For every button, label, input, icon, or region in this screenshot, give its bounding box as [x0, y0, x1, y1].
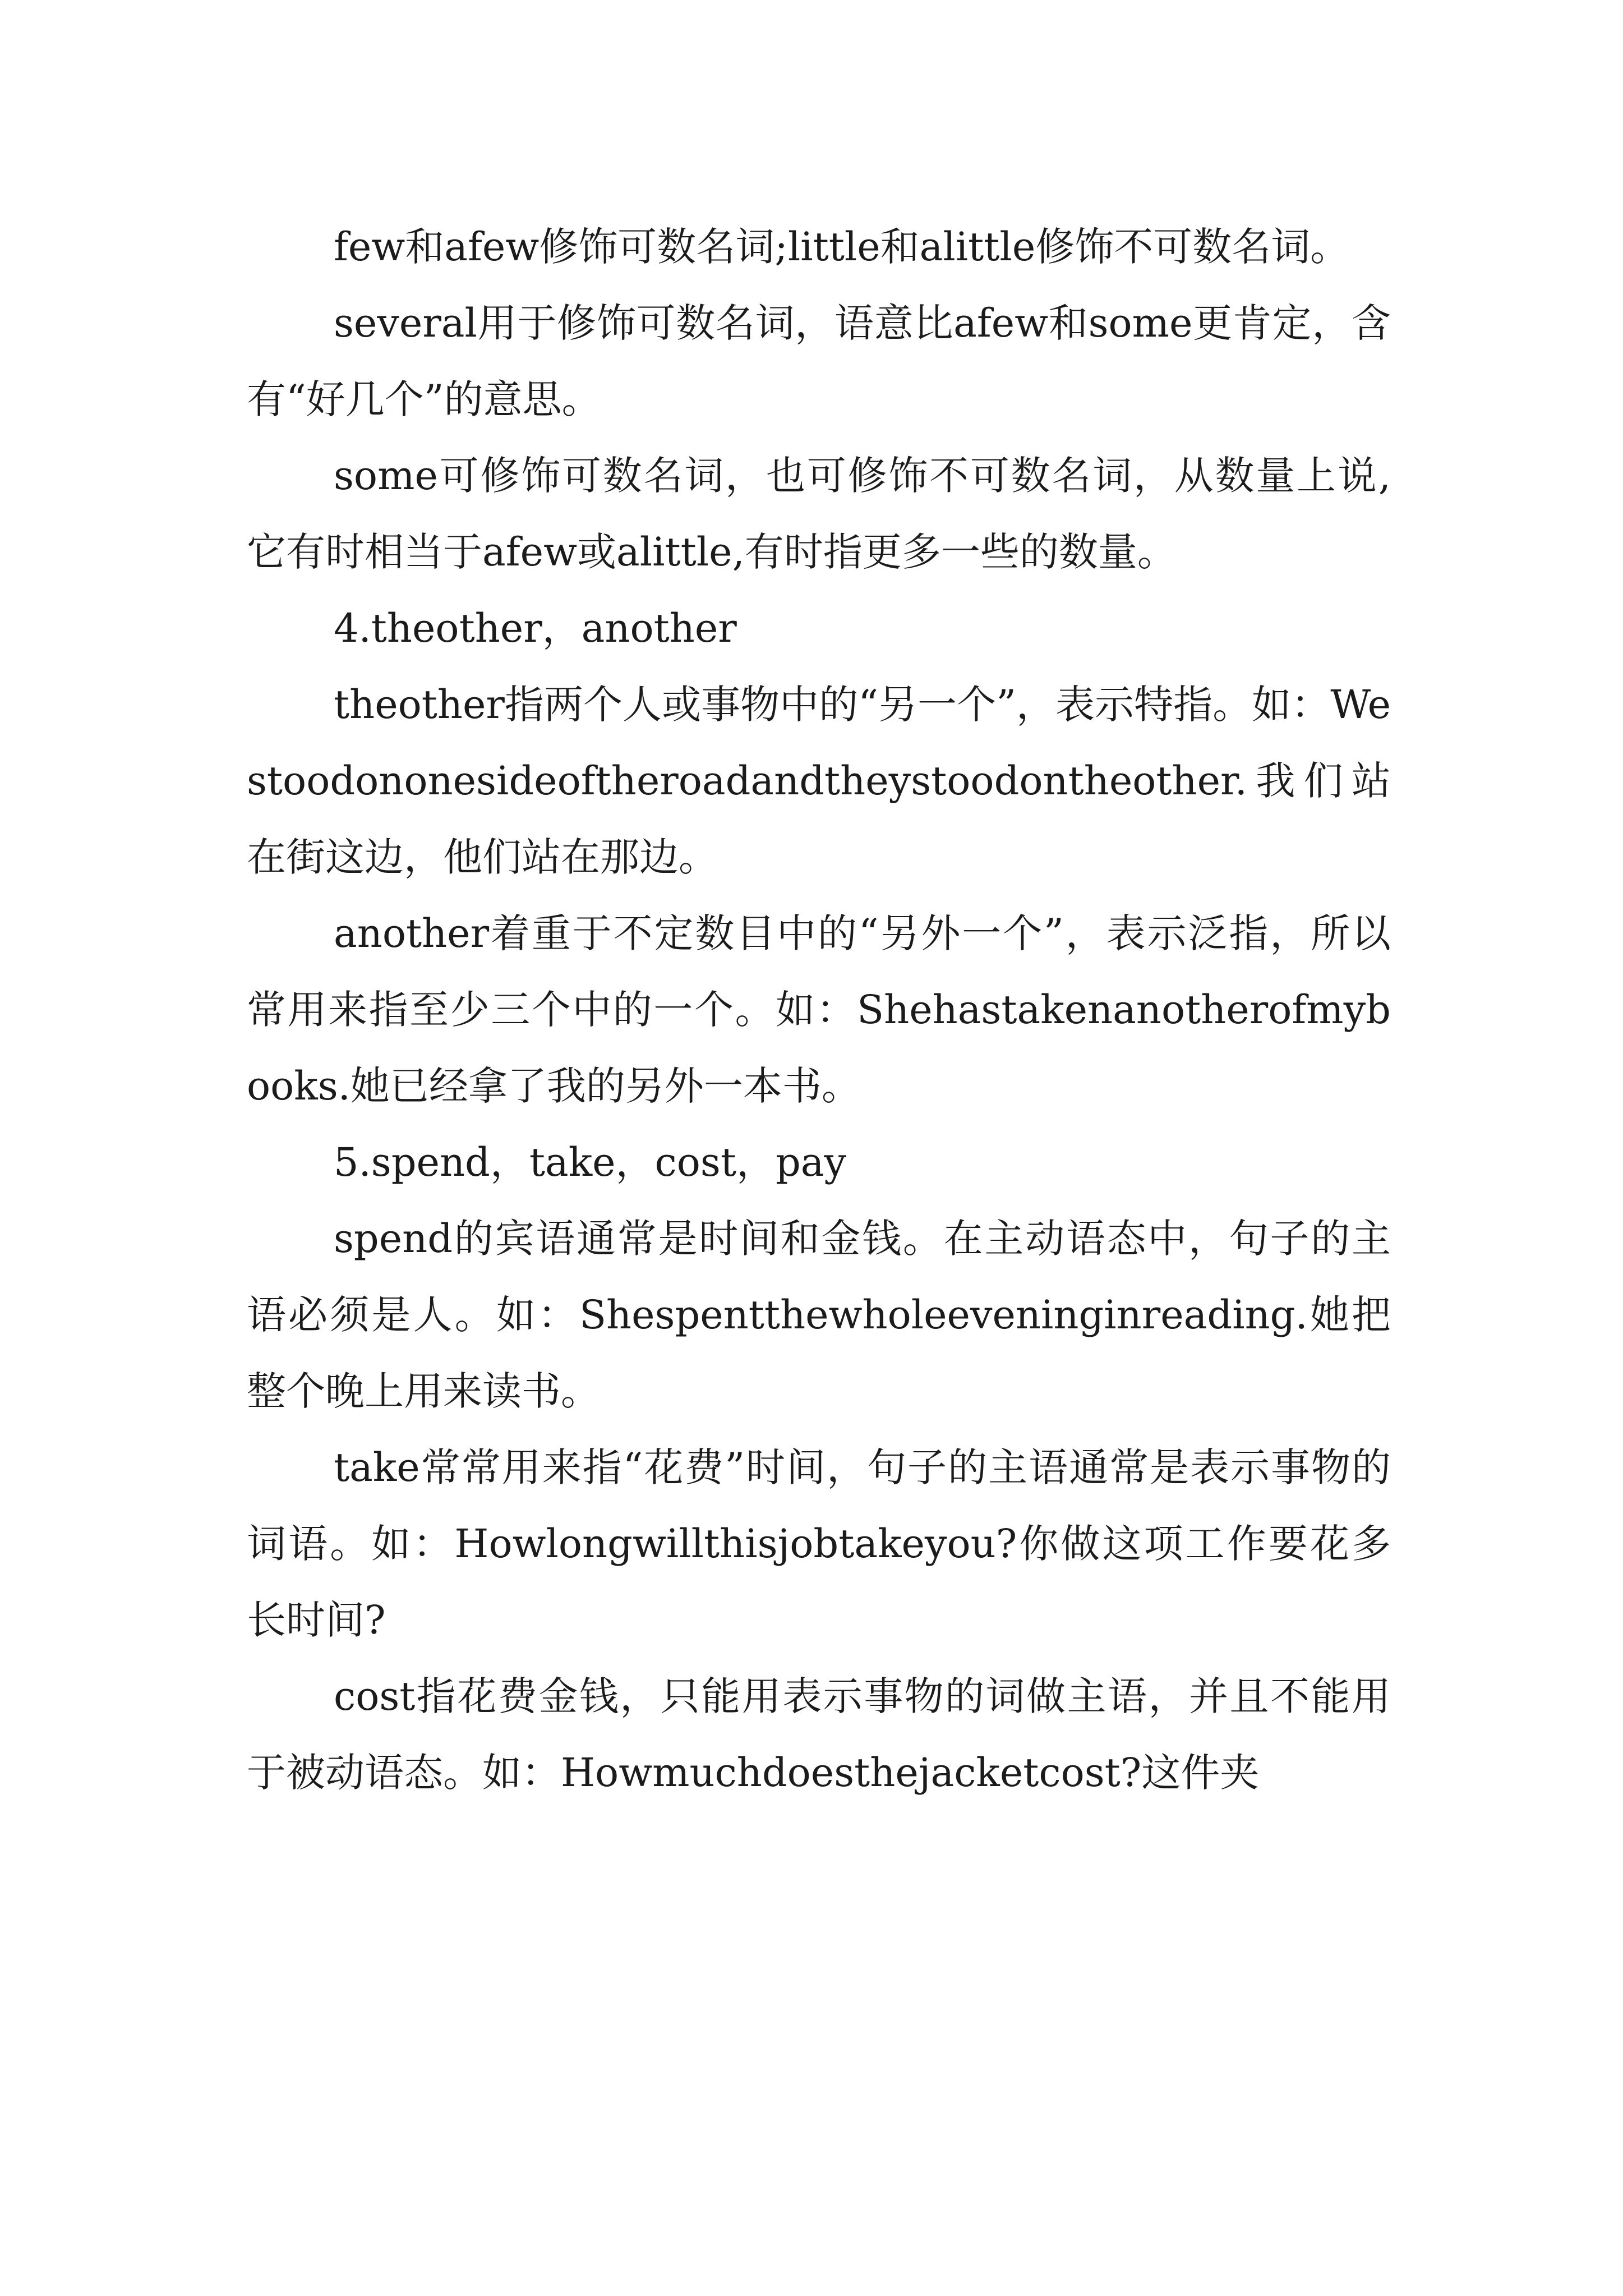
paragraph-some: some可修饰可数名词，也可修饰不可数名词，从数量上说,它有时相当于afew或alittle,有时指更多一些的数量。 [247, 453, 1391, 575]
paragraph-spend: spend的宾语通常是时间和金钱。在主动语态中，句子的主语必须是人。如：Shespentthewholeeveninginreading.她把整个晚上用来读书。 [247, 1216, 1391, 1414]
section-heading-theother-another: 4.theother，another [334, 605, 737, 651]
section-heading-spend-take-cost-pay: 5.spend，take，cost，pay [334, 1139, 847, 1185]
paragraph-theother: theother指两个人或事物中的“另一个”，表示特指。如：Westoodononesideoftheroadandtheystoodontheother.我们站在街这边，他们站在那边。 [247, 682, 1391, 880]
paragraph-another: another着重于不定数目中的“另外一个”，表示泛指，所以常用来指至少三个中的一个。如：Shehastakenanotherofmybooks.她已经拿了我的另外一本书。 [247, 910, 1391, 1109]
paragraph-cost: cost指花费金钱，只能用表示事物的词做主语，并且不能用于被动语态。如：Howmuchdoesthejacketcost?这件夹 [247, 1673, 1391, 1796]
paragraph-take: take常常用来指“花费”时间，句子的主语通常是表示事物的词语。如：Howlongwillthisjobtakeyou?你做这项工作要花多长时间? [247, 1444, 1391, 1643]
paragraph-several: several用于修饰可数名词，语意比afew和some更肯定，含有“好几个”的意思。 [247, 300, 1391, 422]
paragraph-few-little: few和afew修饰可数名词;little和alittle修饰不可数名词。 [334, 224, 1350, 270]
document-body [247, 209, 1391, 1811]
